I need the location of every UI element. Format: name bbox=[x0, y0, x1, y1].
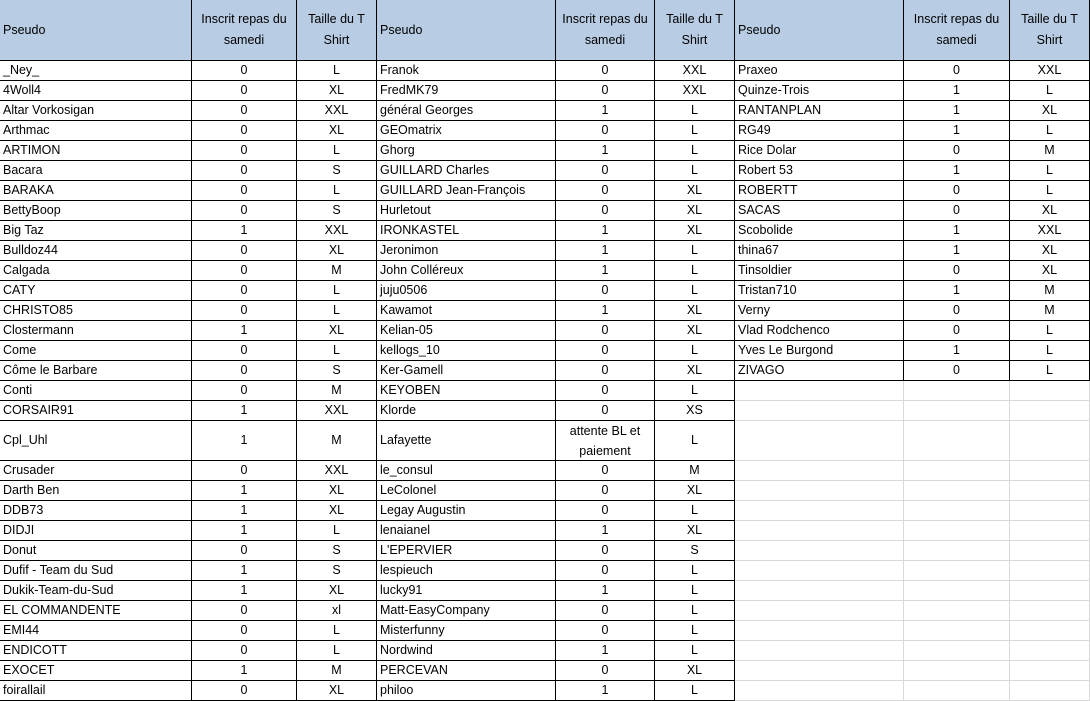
taille-cell[interactable]: L bbox=[297, 281, 377, 301]
taille-cell[interactable]: L bbox=[655, 601, 735, 621]
repas-cell[interactable]: 0 bbox=[556, 281, 655, 301]
pseudo-cell[interactable]: Bulldoz44 bbox=[0, 241, 192, 261]
pseudo-cell[interactable]: GEOmatrix bbox=[377, 121, 556, 141]
taille-cell[interactable]: M bbox=[297, 381, 377, 401]
taille-cell[interactable]: XXL bbox=[297, 461, 377, 481]
pseudo-cell[interactable]: Lafayette bbox=[377, 421, 556, 461]
empty-cell[interactable] bbox=[735, 421, 904, 461]
taille-cell[interactable]: XXL bbox=[655, 61, 735, 81]
taille-cell[interactable]: M bbox=[1010, 301, 1090, 321]
taille-cell[interactable]: XL bbox=[655, 181, 735, 201]
taille-cell[interactable]: L bbox=[655, 501, 735, 521]
pseudo-cell[interactable]: Come bbox=[0, 341, 192, 361]
pseudo-cell[interactable]: Robert 53 bbox=[735, 161, 904, 181]
empty-cell[interactable] bbox=[1010, 501, 1090, 521]
pseudo-cell[interactable]: Altar Vorkosigan bbox=[0, 101, 192, 121]
repas-cell[interactable]: 1 bbox=[556, 581, 655, 601]
repas-cell[interactable]: 0 bbox=[556, 361, 655, 381]
repas-cell[interactable]: 0 bbox=[192, 361, 297, 381]
repas-cell[interactable]: 0 bbox=[192, 601, 297, 621]
empty-cell[interactable] bbox=[735, 461, 904, 481]
repas-cell[interactable]: 0 bbox=[192, 121, 297, 141]
pseudo-cell[interactable]: Calgada bbox=[0, 261, 192, 281]
pseudo-cell[interactable]: Jeronimon bbox=[377, 241, 556, 261]
repas-cell[interactable]: 1 bbox=[904, 81, 1010, 101]
taille-cell[interactable]: L bbox=[297, 181, 377, 201]
pseudo-cell[interactable]: Ker-Gamell bbox=[377, 361, 556, 381]
repas-cell[interactable]: 0 bbox=[556, 401, 655, 421]
repas-cell[interactable]: 1 bbox=[192, 661, 297, 681]
empty-cell[interactable] bbox=[1010, 681, 1090, 701]
empty-cell[interactable] bbox=[904, 481, 1010, 501]
repas-cell[interactable]: 0 bbox=[556, 121, 655, 141]
repas-cell[interactable]: 1 bbox=[904, 121, 1010, 141]
repas-cell[interactable]: 0 bbox=[192, 281, 297, 301]
pseudo-cell[interactable]: kellogs_10 bbox=[377, 341, 556, 361]
pseudo-cell[interactable]: Arthmac bbox=[0, 121, 192, 141]
pseudo-cell[interactable]: philoo bbox=[377, 681, 556, 701]
pseudo-cell[interactable]: Bacara bbox=[0, 161, 192, 181]
empty-cell[interactable] bbox=[735, 681, 904, 701]
pseudo-cell[interactable]: Rice Dolar bbox=[735, 141, 904, 161]
repas-cell[interactable]: 1 bbox=[556, 301, 655, 321]
empty-cell[interactable] bbox=[1010, 421, 1090, 461]
taille-cell[interactable]: S bbox=[297, 161, 377, 181]
pseudo-cell[interactable]: L'EPERVIER bbox=[377, 541, 556, 561]
taille-cell[interactable]: XL bbox=[297, 121, 377, 141]
empty-cell[interactable] bbox=[1010, 461, 1090, 481]
empty-cell[interactable] bbox=[735, 381, 904, 401]
pseudo-cell[interactable]: DIDJI bbox=[0, 521, 192, 541]
pseudo-cell[interactable]: Clostermann bbox=[0, 321, 192, 341]
taille-cell[interactable]: S bbox=[655, 541, 735, 561]
header-pseudo: Pseudo bbox=[0, 0, 192, 61]
taille-cell[interactable]: M bbox=[297, 661, 377, 681]
taille-cell[interactable]: L bbox=[655, 241, 735, 261]
taille-cell[interactable]: XL bbox=[1010, 241, 1090, 261]
pseudo-cell[interactable]: BARAKA bbox=[0, 181, 192, 201]
empty-cell[interactable] bbox=[904, 641, 1010, 661]
empty-cell[interactable] bbox=[735, 581, 904, 601]
taille-cell[interactable]: L bbox=[1010, 121, 1090, 141]
taille-cell[interactable]: L bbox=[655, 121, 735, 141]
pseudo-cell[interactable]: PERCEVAN bbox=[377, 661, 556, 681]
taille-cell[interactable]: XL bbox=[655, 201, 735, 221]
repas-cell[interactable]: 1 bbox=[192, 221, 297, 241]
repas-cell[interactable]: 1 bbox=[192, 481, 297, 501]
repas-cell[interactable]: 0 bbox=[192, 161, 297, 181]
repas-cell[interactable]: 0 bbox=[192, 61, 297, 81]
pseudo-cell[interactable]: ENDICOTT bbox=[0, 641, 192, 661]
repas-cell[interactable]: 0 bbox=[556, 381, 655, 401]
pseudo-cell[interactable]: ROBERTT bbox=[735, 181, 904, 201]
repas-cell[interactable]: 1 bbox=[192, 581, 297, 601]
empty-cell[interactable] bbox=[904, 521, 1010, 541]
empty-cell[interactable] bbox=[735, 641, 904, 661]
repas-cell[interactable]: 0 bbox=[556, 541, 655, 561]
repas-cell[interactable]: 0 bbox=[192, 141, 297, 161]
empty-cell[interactable] bbox=[735, 601, 904, 621]
empty-cell[interactable] bbox=[735, 661, 904, 681]
taille-cell[interactable]: L bbox=[655, 101, 735, 121]
taille-cell[interactable]: M bbox=[655, 461, 735, 481]
taille-cell[interactable]: M bbox=[297, 421, 377, 461]
repas-cell[interactable]: 0 bbox=[556, 81, 655, 101]
repas-cell[interactable]: 0 bbox=[556, 481, 655, 501]
taille-cell[interactable]: L bbox=[655, 281, 735, 301]
header-taille: Taille du T Shirt bbox=[297, 0, 377, 61]
taille-cell[interactable]: XL bbox=[655, 661, 735, 681]
pseudo-cell[interactable]: EXOCET bbox=[0, 661, 192, 681]
empty-cell[interactable] bbox=[735, 501, 904, 521]
taille-cell[interactable]: XL bbox=[655, 481, 735, 501]
repas-cell[interactable]: 1 bbox=[904, 221, 1010, 241]
taille-cell[interactable]: XXL bbox=[655, 81, 735, 101]
repas-cell[interactable]: 1 bbox=[904, 241, 1010, 261]
repas-cell[interactable]: 0 bbox=[556, 341, 655, 361]
taille-cell[interactable]: S bbox=[297, 201, 377, 221]
pseudo-cell[interactable]: GUILLARD Jean-François bbox=[377, 181, 556, 201]
empty-cell[interactable] bbox=[1010, 641, 1090, 661]
pseudo-cell[interactable]: lenaianel bbox=[377, 521, 556, 541]
pseudo-cell[interactable]: CORSAIR91 bbox=[0, 401, 192, 421]
taille-cell[interactable]: L bbox=[1010, 321, 1090, 341]
taille-cell[interactable]: XL bbox=[297, 501, 377, 521]
repas-cell[interactable]: 1 bbox=[556, 641, 655, 661]
repas-cell[interactable]: 0 bbox=[556, 201, 655, 221]
header-repas: Inscrit repas du samedi bbox=[904, 0, 1010, 61]
repas-cell[interactable]: 0 bbox=[904, 361, 1010, 381]
repas-cell[interactable]: 1 bbox=[556, 141, 655, 161]
repas-cell[interactable]: 0 bbox=[192, 261, 297, 281]
taille-cell[interactable]: L bbox=[1010, 361, 1090, 381]
pseudo-cell[interactable]: Tristan710 bbox=[735, 281, 904, 301]
pseudo-cell[interactable]: Praxeo bbox=[735, 61, 904, 81]
repas-cell[interactable]: 1 bbox=[904, 281, 1010, 301]
taille-cell[interactable]: M bbox=[1010, 141, 1090, 161]
pseudo-cell[interactable]: LeColonel bbox=[377, 481, 556, 501]
pseudo-cell[interactable]: DDB73 bbox=[0, 501, 192, 521]
empty-cell[interactable] bbox=[904, 541, 1010, 561]
taille-cell[interactable]: XXL bbox=[1010, 221, 1090, 241]
taille-cell[interactable]: L bbox=[655, 381, 735, 401]
pseudo-cell[interactable]: Klorde bbox=[377, 401, 556, 421]
repas-cell[interactable]: 1 bbox=[904, 101, 1010, 121]
empty-cell[interactable] bbox=[904, 421, 1010, 461]
taille-cell[interactable]: XL bbox=[655, 301, 735, 321]
repas-cell[interactable]: 1 bbox=[192, 421, 297, 461]
pseudo-cell[interactable]: Matt-EasyCompany bbox=[377, 601, 556, 621]
taille-cell[interactable]: XL bbox=[1010, 261, 1090, 281]
pseudo-cell[interactable]: 4Woll4 bbox=[0, 81, 192, 101]
repas-cell[interactable]: 0 bbox=[192, 181, 297, 201]
empty-cell[interactable] bbox=[1010, 381, 1090, 401]
repas-cell[interactable]: 0 bbox=[556, 61, 655, 81]
repas-cell[interactable]: 0 bbox=[556, 501, 655, 521]
taille-cell[interactable]: M bbox=[1010, 281, 1090, 301]
pseudo-cell[interactable]: Nordwind bbox=[377, 641, 556, 661]
header-repas: Inscrit repas du samedi bbox=[192, 0, 297, 61]
repas-cell[interactable]: 0 bbox=[192, 301, 297, 321]
taille-cell[interactable]: L bbox=[297, 521, 377, 541]
pseudo-cell[interactable]: KEYOBEN bbox=[377, 381, 556, 401]
taille-cell[interactable]: L bbox=[655, 581, 735, 601]
empty-cell[interactable] bbox=[1010, 601, 1090, 621]
pseudo-cell[interactable]: lucky91 bbox=[377, 581, 556, 601]
taille-cell[interactable]: XXL bbox=[297, 401, 377, 421]
empty-cell[interactable] bbox=[1010, 561, 1090, 581]
empty-cell[interactable] bbox=[904, 601, 1010, 621]
repas-cell[interactable]: 0 bbox=[904, 61, 1010, 81]
taille-cell[interactable]: L bbox=[297, 141, 377, 161]
repas-cell[interactable]: 0 bbox=[192, 461, 297, 481]
pseudo-cell[interactable]: le_consul bbox=[377, 461, 556, 481]
pseudo-cell[interactable]: _Ney_ bbox=[0, 61, 192, 81]
pseudo-cell[interactable]: Franok bbox=[377, 61, 556, 81]
taille-cell[interactable]: XL bbox=[297, 321, 377, 341]
empty-cell[interactable] bbox=[904, 501, 1010, 521]
empty-cell[interactable] bbox=[904, 401, 1010, 421]
pseudo-cell[interactable]: Côme le Barbare bbox=[0, 361, 192, 381]
repas-cell[interactable]: 0 bbox=[904, 261, 1010, 281]
taille-cell[interactable]: XL bbox=[297, 81, 377, 101]
repas-cell[interactable]: 0 bbox=[192, 81, 297, 101]
taille-cell[interactable]: XXL bbox=[297, 221, 377, 241]
pseudo-cell[interactable]: Dufif - Team du Sud bbox=[0, 561, 192, 581]
repas-cell[interactable]: 1 bbox=[192, 501, 297, 521]
taille-cell[interactable]: XL bbox=[655, 521, 735, 541]
repas-cell[interactable]: 0 bbox=[904, 301, 1010, 321]
repas-cell[interactable]: 0 bbox=[192, 201, 297, 221]
pseudo-cell[interactable]: SACAS bbox=[735, 201, 904, 221]
empty-cell[interactable] bbox=[735, 621, 904, 641]
taille-cell[interactable]: L bbox=[655, 341, 735, 361]
header-pseudo: Pseudo bbox=[377, 0, 556, 61]
pseudo-cell[interactable]: ARTIMON bbox=[0, 141, 192, 161]
repas-cell[interactable]: 1 bbox=[556, 521, 655, 541]
taille-cell[interactable]: XL bbox=[297, 481, 377, 501]
repas-cell[interactable]: 0 bbox=[556, 181, 655, 201]
pseudo-cell[interactable]: John Colléreux bbox=[377, 261, 556, 281]
taille-cell[interactable]: L bbox=[297, 61, 377, 81]
taille-cell[interactable]: XL bbox=[1010, 201, 1090, 221]
repas-cell[interactable]: 0 bbox=[904, 321, 1010, 341]
taille-cell[interactable]: L bbox=[655, 161, 735, 181]
repas-cell[interactable]: 1 bbox=[556, 681, 655, 701]
taille-cell[interactable]: XL bbox=[297, 241, 377, 261]
pseudo-cell[interactable]: juju0506 bbox=[377, 281, 556, 301]
taille-cell[interactable]: XXL bbox=[297, 101, 377, 121]
taille-cell[interactable]: S bbox=[297, 541, 377, 561]
taille-cell[interactable]: xl bbox=[297, 601, 377, 621]
empty-cell[interactable] bbox=[735, 541, 904, 561]
pseudo-cell[interactable]: Legay Augustin bbox=[377, 501, 556, 521]
header-repas: Inscrit repas du samedi bbox=[556, 0, 655, 61]
pseudo-cell[interactable]: Quinze-Trois bbox=[735, 81, 904, 101]
pseudo-cell[interactable]: Yves Le Burgond bbox=[735, 341, 904, 361]
repas-cell[interactable]: 0 bbox=[192, 341, 297, 361]
empty-cell[interactable] bbox=[735, 401, 904, 421]
empty-cell[interactable] bbox=[1010, 521, 1090, 541]
repas-cell[interactable]: 0 bbox=[192, 381, 297, 401]
empty-cell[interactable] bbox=[1010, 661, 1090, 681]
repas-cell[interactable]: 1 bbox=[904, 161, 1010, 181]
pseudo-cell[interactable]: Ghorg bbox=[377, 141, 556, 161]
taille-cell[interactable]: XL bbox=[655, 221, 735, 241]
empty-cell[interactable] bbox=[1010, 581, 1090, 601]
empty-cell[interactable] bbox=[904, 461, 1010, 481]
empty-cell[interactable] bbox=[904, 381, 1010, 401]
taille-cell[interactable]: L bbox=[655, 681, 735, 701]
taille-cell[interactable]: L bbox=[655, 421, 735, 461]
pseudo-cell[interactable]: Big Taz bbox=[0, 221, 192, 241]
taille-cell[interactable]: L bbox=[1010, 161, 1090, 181]
repas-cell[interactable]: 1 bbox=[192, 521, 297, 541]
pseudo-cell[interactable]: EMI44 bbox=[0, 621, 192, 641]
taille-cell[interactable]: XL bbox=[655, 321, 735, 341]
empty-cell[interactable] bbox=[904, 581, 1010, 601]
empty-cell[interactable] bbox=[735, 561, 904, 581]
header-taille: Taille du T Shirt bbox=[1010, 0, 1090, 61]
pseudo-cell[interactable]: Scobolide bbox=[735, 221, 904, 241]
empty-cell[interactable] bbox=[1010, 481, 1090, 501]
pseudo-cell[interactable]: GUILLARD Charles bbox=[377, 161, 556, 181]
pseudo-cell[interactable]: RG49 bbox=[735, 121, 904, 141]
repas-cell[interactable]: 0 bbox=[904, 141, 1010, 161]
pseudo-cell[interactable]: thina67 bbox=[735, 241, 904, 261]
taille-cell[interactable]: XS bbox=[655, 401, 735, 421]
pseudo-cell[interactable]: Darth Ben bbox=[0, 481, 192, 501]
repas-cell[interactable]: 0 bbox=[192, 241, 297, 261]
taille-cell[interactable]: L bbox=[655, 261, 735, 281]
pseudo-cell[interactable]: CHRISTO85 bbox=[0, 301, 192, 321]
taille-cell[interactable]: XXL bbox=[1010, 61, 1090, 81]
pseudo-cell[interactable]: Tinsoldier bbox=[735, 261, 904, 281]
pseudo-cell[interactable]: Hurletout bbox=[377, 201, 556, 221]
repas-cell[interactable]: 0 bbox=[192, 621, 297, 641]
repas-cell[interactable]: 1 bbox=[556, 221, 655, 241]
empty-cell[interactable] bbox=[904, 621, 1010, 641]
repas-cell[interactable]: 0 bbox=[192, 541, 297, 561]
repas-cell[interactable]: 1 bbox=[556, 261, 655, 281]
pseudo-cell[interactable]: Verny bbox=[735, 301, 904, 321]
taille-cell[interactable]: M bbox=[297, 261, 377, 281]
pseudo-cell[interactable]: foirallail bbox=[0, 681, 192, 701]
taille-cell[interactable]: XL bbox=[297, 581, 377, 601]
taille-cell[interactable]: S bbox=[297, 561, 377, 581]
repas-cell[interactable]: 1 bbox=[556, 101, 655, 121]
repas-cell[interactable]: attente BL et paiement bbox=[556, 421, 655, 461]
header-taille: Taille du T Shirt bbox=[655, 0, 735, 61]
taille-cell[interactable]: S bbox=[297, 361, 377, 381]
repas-cell[interactable]: 0 bbox=[556, 161, 655, 181]
pseudo-cell[interactable]: Kelian-05 bbox=[377, 321, 556, 341]
empty-cell[interactable] bbox=[1010, 541, 1090, 561]
taille-cell[interactable]: L bbox=[655, 621, 735, 641]
empty-cell[interactable] bbox=[904, 661, 1010, 681]
pseudo-cell[interactable]: ZIVAGO bbox=[735, 361, 904, 381]
empty-cell[interactable] bbox=[735, 481, 904, 501]
repas-cell[interactable]: 0 bbox=[192, 681, 297, 701]
repas-cell[interactable]: 0 bbox=[556, 561, 655, 581]
pseudo-cell[interactable]: Vlad Rodchenco bbox=[735, 321, 904, 341]
repas-cell[interactable]: 0 bbox=[904, 201, 1010, 221]
pseudo-cell[interactable]: RANTANPLAN bbox=[735, 101, 904, 121]
taille-cell[interactable]: L bbox=[655, 561, 735, 581]
repas-cell[interactable]: 0 bbox=[556, 601, 655, 621]
repas-cell[interactable]: 0 bbox=[556, 621, 655, 641]
taille-cell[interactable]: L bbox=[655, 141, 735, 161]
taille-cell[interactable]: L bbox=[297, 621, 377, 641]
taille-cell[interactable]: L bbox=[1010, 181, 1090, 201]
repas-cell[interactable]: 1 bbox=[192, 321, 297, 341]
pseudo-cell[interactable]: FredMK79 bbox=[377, 81, 556, 101]
pseudo-cell[interactable]: Misterfunny bbox=[377, 621, 556, 641]
pseudo-cell[interactable]: Crusader bbox=[0, 461, 192, 481]
repas-cell[interactable]: 1 bbox=[192, 401, 297, 421]
taille-cell[interactable]: XL bbox=[655, 361, 735, 381]
repas-cell[interactable]: 1 bbox=[192, 561, 297, 581]
repas-cell[interactable]: 1 bbox=[904, 341, 1010, 361]
header-pseudo: Pseudo bbox=[735, 0, 904, 61]
pseudo-cell[interactable]: EL COMMANDENTE bbox=[0, 601, 192, 621]
pseudo-cell[interactable]: lespieuch bbox=[377, 561, 556, 581]
taille-cell[interactable]: L bbox=[297, 301, 377, 321]
empty-cell[interactable] bbox=[904, 561, 1010, 581]
taille-cell[interactable]: L bbox=[1010, 341, 1090, 361]
repas-cell[interactable]: 0 bbox=[556, 661, 655, 681]
empty-cell[interactable] bbox=[904, 681, 1010, 701]
empty-cell[interactable] bbox=[1010, 621, 1090, 641]
pseudo-cell[interactable]: BettyBoop bbox=[0, 201, 192, 221]
repas-cell[interactable]: 0 bbox=[192, 101, 297, 121]
pseudo-cell[interactable]: Kawamot bbox=[377, 301, 556, 321]
repas-cell[interactable]: 0 bbox=[556, 321, 655, 341]
repas-cell[interactable]: 0 bbox=[556, 461, 655, 481]
taille-cell[interactable]: XL bbox=[1010, 101, 1090, 121]
pseudo-cell[interactable]: Conti bbox=[0, 381, 192, 401]
taille-cell[interactable]: L bbox=[297, 641, 377, 661]
repas-cell[interactable]: 0 bbox=[192, 641, 297, 661]
repas-cell[interactable]: 1 bbox=[556, 241, 655, 261]
pseudo-cell[interactable]: CATY bbox=[0, 281, 192, 301]
pseudo-cell[interactable]: Donut bbox=[0, 541, 192, 561]
pseudo-cell[interactable]: Cpl_Uhl bbox=[0, 421, 192, 461]
taille-cell[interactable]: L bbox=[655, 641, 735, 661]
taille-cell[interactable]: XL bbox=[297, 681, 377, 701]
empty-cell[interactable] bbox=[1010, 401, 1090, 421]
pseudo-cell[interactable]: IRONKASTEL bbox=[377, 221, 556, 241]
empty-cell[interactable] bbox=[735, 521, 904, 541]
pseudo-cell[interactable]: général Georges bbox=[377, 101, 556, 121]
taille-cell[interactable]: L bbox=[1010, 81, 1090, 101]
pseudo-cell[interactable]: Dukik-Team-du-Sud bbox=[0, 581, 192, 601]
repas-cell[interactable]: 0 bbox=[904, 181, 1010, 201]
taille-cell[interactable]: L bbox=[297, 341, 377, 361]
